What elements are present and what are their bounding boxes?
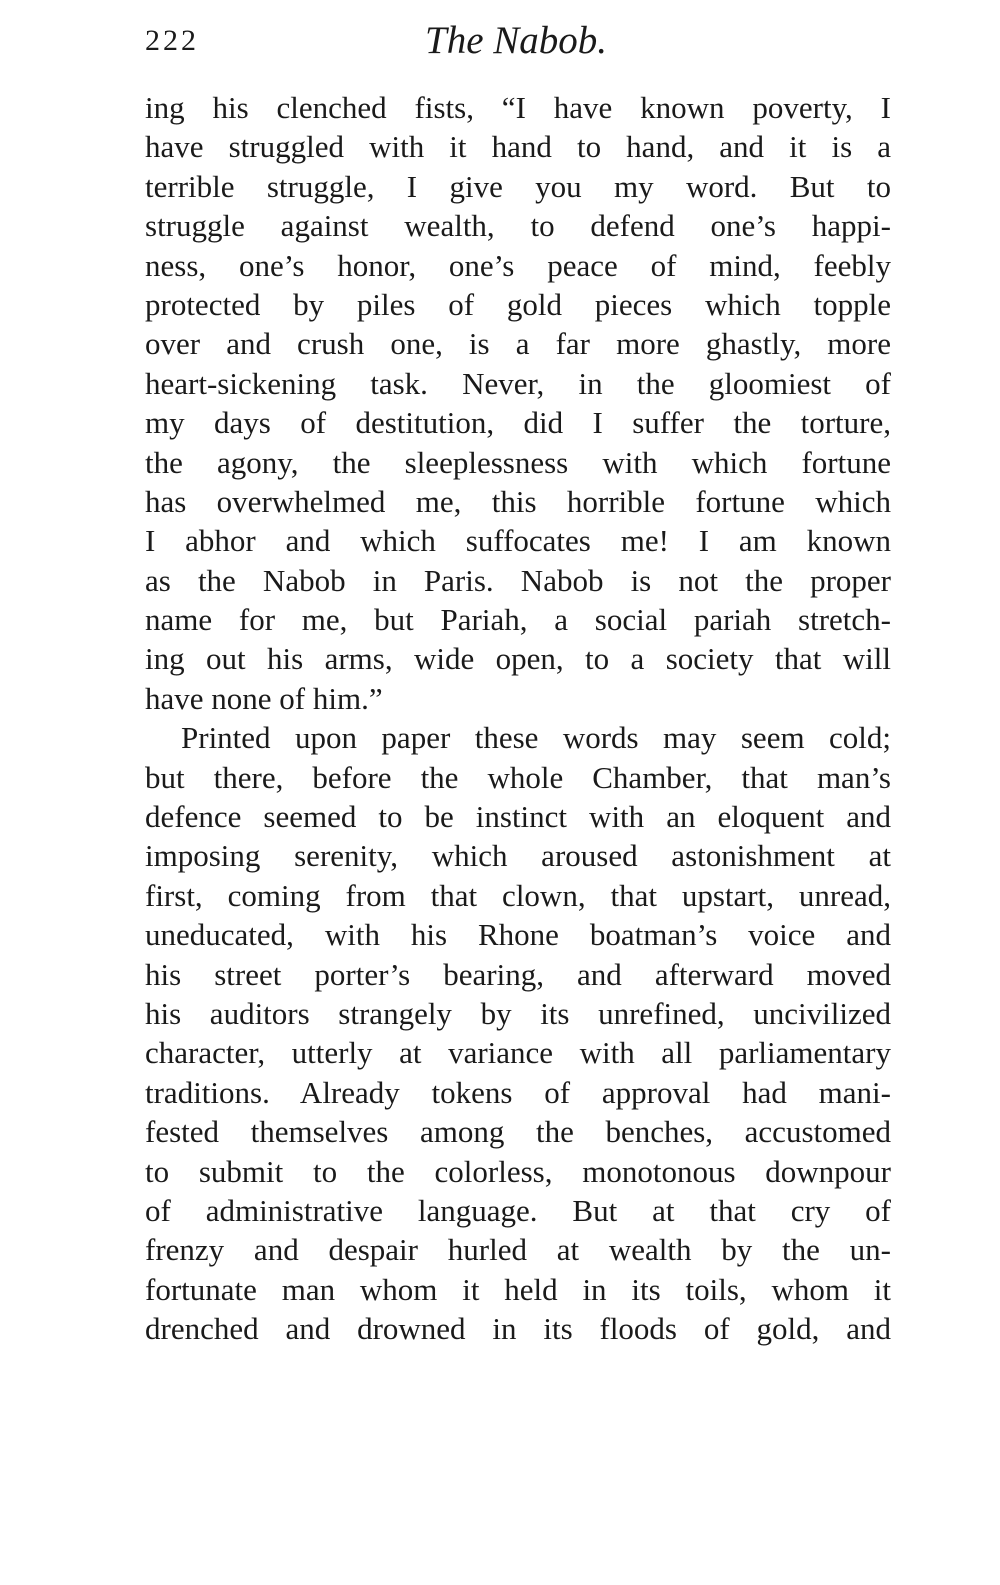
text-line: his auditors strangely by its unrefined, uncivilized bbox=[145, 995, 891, 1031]
text-line: character, utterly at variance with all parliamentary bbox=[145, 1035, 891, 1071]
paragraph-2 bbox=[145, 718, 891, 1348]
text-line: first, coming from that clown, that upstart, unread, bbox=[145, 877, 891, 913]
text-line: has overwhelmed me, this horrible fortune which bbox=[145, 483, 891, 519]
text-line: Printed upon paper these words may seem cold; bbox=[181, 720, 891, 756]
running-title: The Nabob. bbox=[425, 19, 608, 62]
text-line: ing out his arms, wide open, to a society that will bbox=[145, 641, 891, 677]
text-line: to submit to the colorless, monotonous downpour bbox=[145, 1153, 891, 1189]
page-header bbox=[145, 18, 905, 68]
text-line: I abhor and which suffocates me! I am known bbox=[145, 523, 891, 559]
text-line: ness, one’s honor, one’s peace of mind, feebly bbox=[145, 247, 891, 283]
text-line: have none of him.” bbox=[145, 680, 383, 716]
text-line: fested themselves among the benches, accustomed bbox=[145, 1114, 891, 1150]
text-line: as the Nabob in Paris. Nabob is not the proper bbox=[145, 562, 891, 598]
text-line: ing his clenched fists, “I have known poverty, I bbox=[145, 90, 891, 125]
text-line: of administrative language. But at that cry of bbox=[145, 1192, 891, 1228]
text-line: frenzy and despair hurled at wealth by the un- bbox=[145, 1232, 891, 1268]
text-line: defence seemed to be instinct with an eloquent and bbox=[145, 799, 891, 835]
text-line: terrible struggle, I give you my word. But to bbox=[145, 168, 891, 204]
text-line: but there, before the whole Chamber, that man’s bbox=[145, 759, 891, 795]
text-line: name for me, but Pariah, a social pariah stretch- bbox=[145, 602, 891, 638]
text-line: my days of destitution, did I suffer the torture, bbox=[145, 405, 891, 441]
text-line: imposing serenity, which aroused astonishment at bbox=[145, 838, 891, 874]
text-line: his street porter’s bearing, and afterward moved bbox=[145, 956, 891, 992]
text-line: over and crush one, is a far more ghastly, more bbox=[145, 326, 891, 362]
body-text bbox=[145, 88, 891, 1349]
text-line: struggle against wealth, to defend one’s happi- bbox=[145, 208, 891, 244]
page-number: 222 bbox=[145, 24, 199, 57]
paragraph-1 bbox=[145, 88, 891, 718]
text-line: fortunate man whom it held in its toils, whom it bbox=[145, 1271, 891, 1307]
text-line: traditions. Already tokens of approval had mani- bbox=[145, 1074, 891, 1110]
text-line: heart-sickening task. Never, in the gloomiest of bbox=[145, 365, 891, 401]
text-line: uneducated, with his Rhone boatman’s voice and bbox=[145, 917, 891, 953]
text-line: protected by piles of gold pieces which topple bbox=[145, 286, 891, 322]
text-line: drenched and drowned in its floods of gold, and bbox=[145, 1311, 891, 1347]
text-line: the agony, the sleeplessness with which fortune bbox=[145, 444, 891, 480]
text-line: have struggled with it hand to hand, and it is a bbox=[145, 129, 891, 165]
